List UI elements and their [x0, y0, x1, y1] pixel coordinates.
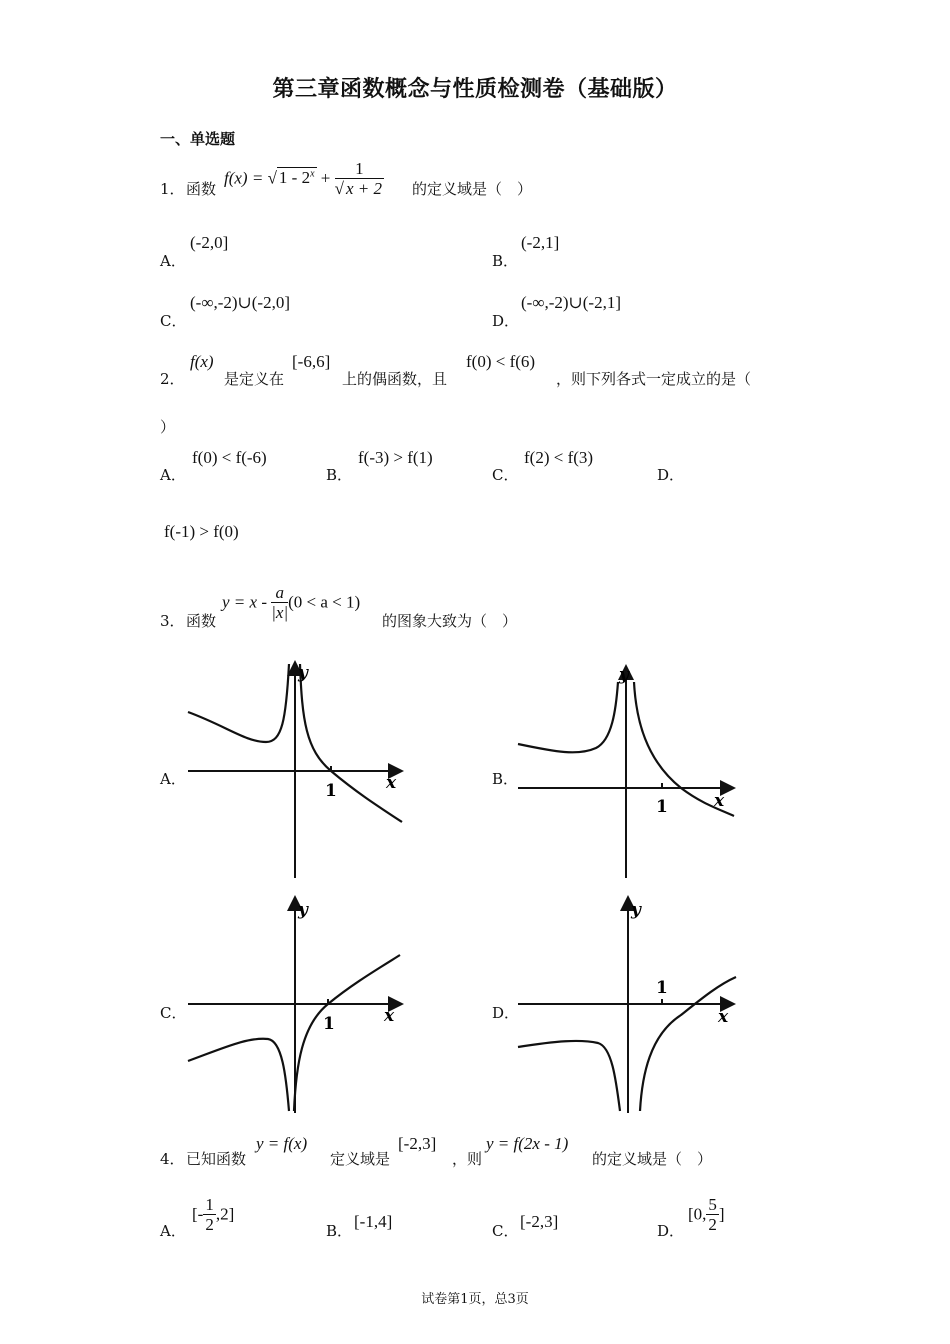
curve-left: [188, 1039, 289, 1111]
q2-formula-2: [-6,6]: [292, 352, 331, 371]
axis-x-label: x: [386, 773, 397, 793]
axis-x-label: x: [384, 1006, 395, 1026]
q2-option-d: f(-1) > f(0): [164, 522, 239, 541]
curve-right: [294, 955, 400, 1111]
q1-sqrt-body: 1 - 2$^x$: [278, 168, 315, 188]
curve-right: [640, 977, 736, 1111]
q4-formula-3: y = f(2x - 1): [486, 1134, 569, 1153]
q3-graph-d: [516, 895, 738, 1115]
q3-condition: (0 < a < 1): [288, 592, 361, 612]
q4-option-c: [-2,3]: [520, 1212, 559, 1231]
curve-left: [518, 682, 618, 752]
question-1-tail: 的定义域是（ ）: [412, 180, 533, 198]
q1-fraction: $\frac{1}{√ x + 2}$: [334, 159, 382, 198]
q2-text-2: 上的偶函数，且: [342, 370, 448, 388]
q1-sqrt-symbol: √: [267, 168, 277, 188]
tick-label: 1: [656, 797, 668, 817]
q2-formula-1: f(x): [190, 352, 214, 371]
q2-option-c-label: C．: [492, 466, 519, 484]
q4-option-c-label: C．: [492, 1222, 519, 1240]
question-4-number: 4．: [160, 1150, 185, 1168]
q2-text-3: ，则下列各式一定成立的是（: [556, 370, 752, 388]
tick-label: 1: [325, 781, 337, 801]
q3-option-c-label: C．: [160, 1004, 187, 1022]
axis-x-label: x: [714, 791, 725, 811]
q1-option-a-label: A．: [160, 252, 186, 270]
q2-option-d-label: D．: [657, 466, 685, 484]
q1-option-b: (-2,1]: [521, 233, 560, 252]
q1-option-c-label: C．: [160, 312, 187, 330]
q4-option-d: [0, $\frac{5}{2}$ ]: [688, 1195, 725, 1234]
q1-option-a: (-2,0]: [190, 233, 229, 252]
q1-formula-left: f(x) =: [224, 168, 268, 188]
q2-option-a: f(0) < f(-6): [192, 448, 267, 467]
q3-formula-left: y = x -: [222, 592, 272, 612]
q2-option-c: f(2) < f(3): [524, 448, 594, 467]
q3-fraction: $\frac{a}{|x|}$: [271, 583, 289, 622]
axis-y-label: y: [631, 900, 641, 920]
q4-option-b: [-1,4]: [354, 1212, 393, 1231]
curve-left: [188, 664, 289, 742]
q1-plus: +: [316, 168, 335, 188]
curve-right: [300, 664, 402, 822]
page-title: 第三章函数概念与性质检测卷（基础版）: [272, 77, 678, 102]
question-1-lead: 函数: [186, 180, 217, 198]
q3-graph-b: [516, 660, 738, 880]
q1-option-b-label: B．: [492, 252, 519, 270]
question-2-number: 2．: [160, 370, 185, 388]
axis-y-label: y: [298, 900, 308, 920]
q3-option-d-label: D．: [492, 1004, 520, 1022]
section-heading: 一、单选题: [160, 130, 236, 148]
q2-option-b: f(-3) > f(1): [358, 448, 433, 467]
q1-option-d: (-∞,-2)∪(-2,1]: [521, 293, 621, 312]
question-1-formula: [224, 160, 384, 199]
q4-text-3: ，则: [452, 1150, 483, 1168]
q1-option-c: (-∞,-2)∪(-2,0]: [190, 293, 290, 312]
tick-label: 1: [323, 1014, 335, 1034]
axis-x-label: x: [718, 1007, 729, 1027]
q3-option-a-label: A．: [160, 770, 186, 788]
q4-formula-2: [-2,3]: [398, 1134, 437, 1153]
q2-formula-3: f(0) < f(6): [466, 352, 536, 371]
tick-label: 1: [656, 978, 668, 998]
question-3-formula: [222, 584, 360, 623]
q4-text-1: 已知函数: [186, 1150, 247, 1168]
q2-option-b-label: B．: [326, 466, 353, 484]
q3-option-b-label: B．: [492, 770, 519, 788]
question-3-tail: 的图象大致为（ ）: [382, 612, 518, 630]
question-3-number: 3．: [160, 612, 185, 630]
q2-text-1: 是定义在: [224, 370, 285, 388]
q4-option-b-label: B．: [326, 1222, 353, 1240]
axis-y-label: y: [298, 663, 308, 683]
q4-option-a-label: A．: [160, 1222, 186, 1240]
page-footer: 试卷第1页，总3页: [421, 1292, 529, 1307]
q4-formula-1: y = f(x): [256, 1134, 308, 1153]
q2-option-a-label: A．: [160, 466, 186, 484]
q3-graph-a: [186, 660, 406, 880]
q4-text-2: 定义域是: [330, 1150, 391, 1168]
question-1-number: 1．: [160, 180, 185, 198]
question-3-lead: 函数: [186, 612, 217, 630]
curve-left: [518, 1041, 620, 1111]
q4-text-4: 的定义域是（ ）: [592, 1150, 713, 1168]
axis-y-label: y: [619, 665, 629, 685]
q4-option-a: [- $\frac{1}{2}$ ,2]: [192, 1195, 235, 1234]
q1-option-d-label: D．: [492, 312, 520, 330]
q4-option-d-label: D．: [657, 1222, 685, 1240]
q3-graph-c: [186, 895, 406, 1115]
q2-close-paren: ）: [160, 418, 176, 436]
